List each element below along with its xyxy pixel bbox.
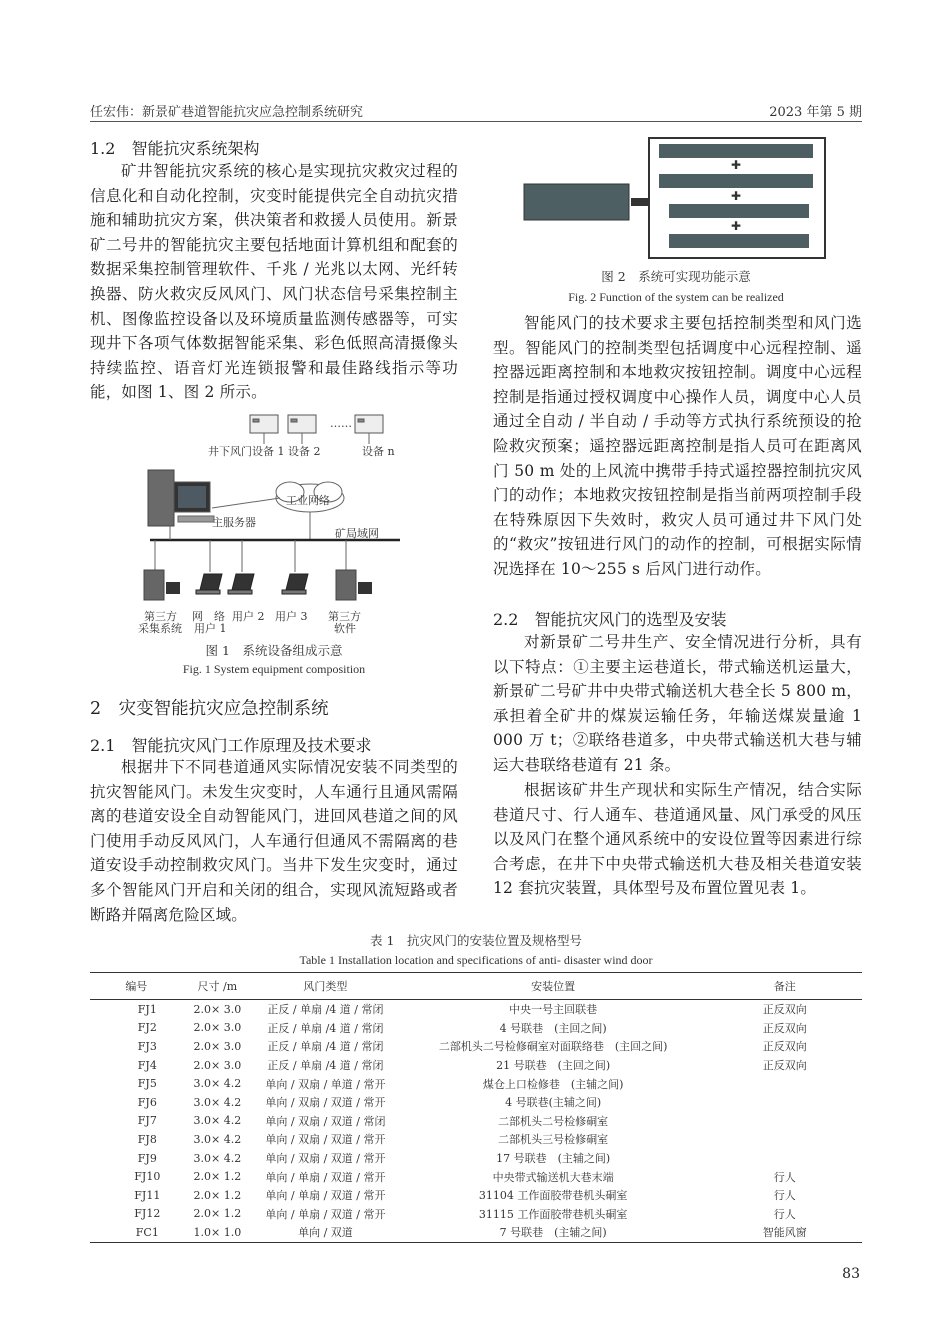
cell-location: 二部机头二号检修硐室: [498, 1114, 609, 1128]
cell-remark: [708, 1074, 862, 1093]
cell-size: 3.0× 4.2: [193, 1151, 242, 1165]
running-header-title: 任宏伟：新景矿巷道智能抗灾应急控制系统研究: [90, 105, 364, 120]
cell-remark: 行人: [773, 1189, 796, 1203]
cell-remark: [708, 1149, 862, 1168]
cell-id: FJ6: [137, 1095, 157, 1109]
table-row: [90, 1056, 862, 1075]
cell-location: 中央一号主回联巷: [509, 1003, 598, 1017]
table-row: [90, 1149, 862, 1168]
cell-size: 2.0× 1.2: [193, 1207, 242, 1221]
table-row: [90, 1223, 862, 1242]
footer-spacer: [90, 1262, 862, 1263]
label-dots: ……: [330, 417, 352, 430]
cell-location: 21 号联巷 (主回之间): [496, 1059, 611, 1073]
table-row: [90, 1205, 862, 1224]
cell-size: 2.0× 1.2: [193, 1170, 242, 1184]
label-main-server: 主服务器: [212, 516, 256, 529]
cell-type: 单向 / 单扇 / 双道 / 常开: [265, 1207, 386, 1221]
figure-2-diagram: [519, 134, 831, 262]
main-server-icon: [148, 470, 214, 526]
cell-remark: [708, 1093, 862, 1112]
section-1-2-heading: 1.2 智能抗灾系统架构: [90, 139, 260, 158]
label-mine-lan: 矿局域网: [335, 527, 379, 540]
label-third-party-acq-1: 第三方: [144, 610, 177, 623]
laptop-icon: [196, 574, 308, 594]
table-row: [90, 1037, 862, 1056]
cell-location: 4 号联巷(主辅之间): [505, 1096, 602, 1110]
cell-type: 正反 / 单扇 /4 道 / 常闭: [267, 1003, 384, 1017]
col-header-id: 编号: [90, 973, 183, 1000]
cell-size: 2.0× 3.0: [193, 1039, 242, 1053]
section-2-2-heading: 2.2 智能抗灾风门的选型及安装: [493, 610, 727, 629]
table-row: [90, 1186, 862, 1205]
plus-icon: ✚: [730, 189, 742, 203]
cell-type: 单向 / 双扇 / 双道 / 常开: [265, 1152, 386, 1166]
cell-type: 单向 / 单扇 / 双道 / 常开: [265, 1170, 386, 1184]
cell-location: 二部机头二号检修硐室对面联络巷 (主回之间): [438, 1040, 668, 1054]
figure-1: [130, 412, 430, 638]
cell-size: 3.0× 4.2: [193, 1077, 242, 1091]
paragraph-installation: 根据该矿井生产现状和实际生产情况，结合实际巷道尺寸、行人通车、巷道通风量、风门承受的风压以及风门在整个通风系统中的安设位置等因素进行综合考虑，在井下中央带式输送机大巷及相关巷道安装 12 套抗灾装置，具体型号及布置位置见表 1。: [493, 781, 862, 898]
cell-location: 中央带式输送机大巷末端: [492, 1170, 614, 1184]
cell-size: 1.0× 1.0: [183, 1223, 252, 1242]
header-rule: [90, 121, 862, 122]
paragraph-technical-requirements: 智能风门的技术要求主要包括控制类型和风门选型。智能风门的控制类型包括调度中心远程控制、遥控器远距离控制和本地救灾按钮控制。调度中心远程控制是指通过授权调度中心操作人员，调度中心人员通过全自动 / 半自动 / 手动等方式执行系统预设的抢险救灾预案；遥控器远距离控制是指人员可在距离风门 50 m 处的上风流中携带手持式遥控器控制抗灾风门的动作；本地救灾按钮控制是指当前两项控制手段在特殊原因下失效时，救灾人员可通过井下风门处的“救灾”按钮进行风门的动作的控制，可根据实际情况选择在 10～255 s 后风门进行动作。: [493, 314, 862, 578]
cell-id: FC1: [90, 1223, 183, 1242]
label-industrial-network: 工业网络: [286, 494, 330, 507]
table-row: [90, 1167, 862, 1186]
cell-id: FJ7: [137, 1114, 157, 1128]
cell-remark: 正反双向: [762, 1059, 807, 1073]
cell-location: 煤仓上口检修巷 (主辅之间): [482, 1077, 624, 1091]
figure-1-caption-en: Fig. 1 System equipment composition: [182, 662, 366, 676]
cell-size: 3.0× 4.2: [193, 1114, 242, 1128]
figure-2-caption-en: Fig. 2 Function of the system can be realized: [568, 290, 784, 304]
table-1-caption-en: Table 1 Installation location and specifications of anti- disaster wind door: [299, 953, 653, 967]
cell-location: 4 号联巷 (主回之间): [499, 1021, 607, 1035]
label-device-n: 设备 n: [362, 445, 395, 458]
label-net-user-1b: 用户 1: [194, 622, 227, 635]
cell-id: FJ5: [137, 1077, 157, 1091]
third-party-acquisition-pc-icon: [144, 570, 180, 600]
third-party-software-pc-icon: [336, 570, 372, 600]
label-user-3: 用户 3: [275, 610, 308, 623]
cell-id: FJ9: [137, 1151, 157, 1165]
page-number: 83: [842, 1266, 860, 1282]
cell-size: 2.0× 3.0: [193, 1021, 242, 1035]
wind-door-device-icon: [250, 415, 383, 433]
cell-remark: 正反双向: [762, 1021, 807, 1035]
table-row: [90, 1112, 862, 1131]
figure-2-caption-cn: 图 2 系统可实现功能示意: [601, 269, 751, 284]
cell-type: 正反 / 单扇 /4 道 / 常闭: [267, 1021, 384, 1035]
cell-location: 31115 工作面胶带巷机头硐室: [478, 1207, 628, 1221]
cell-location: 二部机头三号检修硐室: [498, 1133, 609, 1147]
label-devices: 井下风门设备 1 设备 2: [208, 445, 321, 458]
section-2-heading: 2 灾变智能抗灾应急控制系统: [90, 699, 329, 719]
col-header-remark: 备注: [708, 973, 862, 1000]
cell-remark: 行人: [773, 1170, 796, 1184]
cell-remark: [708, 1130, 862, 1149]
table-row: [90, 1074, 862, 1093]
plus-icon: ✚: [730, 158, 742, 172]
cell-remark: 行人: [773, 1207, 796, 1221]
col-header-size: 尺寸 /m: [183, 973, 252, 1000]
cell-id: FJ4: [137, 1058, 157, 1072]
cell-size: 3.0× 4.2: [193, 1095, 242, 1109]
label-third-party-sw-2: 软件: [334, 622, 356, 635]
cell-size: 2.0× 1.2: [193, 1188, 242, 1202]
cell-remark: 正反双向: [762, 1003, 807, 1017]
table-row: [90, 1000, 862, 1019]
table-1-caption-cn: 表 1 抗灾风门的安装位置及规格型号: [370, 933, 582, 948]
cell-location: 7 号联巷 (主辅之间): [399, 1223, 708, 1242]
cell-remark: [708, 1112, 862, 1131]
figure-2: [519, 134, 831, 262]
cell-size: 2.0× 3.0: [193, 1002, 242, 1016]
paragraph-door-principle: 根据井下不同巷道通风实际情况安装不同类型的抗灾智能风门。未发生灾变时，人车通行且通风需隔离的巷道安设全自动智能风门，进回风巷道之间的风门使用手动反风风门，人车通行但通风不需隔离的巷道安设手动控制救灾风门。当井下发生灾变时，通过多个智能风门开启和关闭的组合，实现风流短路或者断路并隔离危险区域。: [90, 758, 458, 924]
label-third-party-sw-1: 第三方: [328, 610, 361, 623]
col-header-type: 风门类型: [252, 973, 399, 1000]
cell-id: FJ11: [134, 1188, 161, 1202]
label-user-2: 用户 2: [232, 610, 265, 623]
cell-type: 正反 / 单扇 /4 道 / 常闭: [267, 1059, 384, 1073]
cell-id: FJ3: [137, 1039, 157, 1053]
table-1: [90, 972, 862, 1243]
table-row: [90, 1130, 862, 1149]
cell-id: FJ10: [134, 1170, 161, 1184]
cell-type: 单向 / 双扇 / 双道 / 常开: [265, 1133, 386, 1147]
figure-1-caption-cn: 图 1 系统设备组成示意: [205, 643, 343, 658]
cell-type: 单向 / 双扇 / 双道 / 常开: [265, 1096, 386, 1110]
paragraph-mine-characteristics: 对新景矿二号井生产、安全情况进行分析，具有以下特点：①主要主运巷道长，带式输送机运量大，新景矿二号矿井中央带式输送机大巷全长 5 800 m，承担着全矿井的煤炭运输任务，年输送煤炭量逾 1 000 万 t；②联络巷道多，中央带式输送机大巷与辅运大巷联络巷道有 21 条。: [493, 633, 862, 774]
table-header-row: [90, 973, 862, 1000]
cell-remark: 智能风窗: [708, 1223, 862, 1242]
cell-id: FJ12: [134, 1207, 161, 1221]
table-row: [90, 1093, 862, 1112]
label-net-user-1a: 网 络: [192, 610, 225, 623]
running-header-issue: 2023 年第 5 期: [769, 105, 862, 120]
cell-type: 单向 / 双扇 / 双道 / 常闭: [265, 1114, 386, 1128]
plus-icon: ✚: [730, 219, 742, 233]
cell-size: 3.0× 4.2: [193, 1132, 242, 1146]
cell-location: 17 号联巷 (主辅之间): [496, 1152, 611, 1166]
cell-size: 2.0× 3.0: [193, 1058, 242, 1072]
cell-id: FJ1: [137, 1002, 157, 1016]
col-header-location: 安装位置: [399, 973, 708, 1000]
label-third-party-acq-2: 采集系统: [138, 622, 182, 635]
cell-location: 31104 工作面胶带巷机头硐室: [478, 1189, 628, 1203]
section-2-1-heading: 2.1 智能抗灾风门工作原理及技术要求: [90, 736, 372, 755]
cell-id: FJ2: [137, 1021, 157, 1035]
cell-id: FJ8: [137, 1132, 157, 1146]
cell-type: 单向 / 双道: [252, 1223, 399, 1242]
table-row: [90, 1019, 862, 1038]
cell-type: 单向 / 双扇 / 单道 / 常开: [265, 1077, 386, 1091]
cell-type: 正反 / 单扇 /4 道 / 常闭: [267, 1040, 384, 1054]
paragraph-system-architecture: 矿井智能抗灾系统的核心是实现抗灾救灾过程的信息化和自动化控制，灾变时能提供完全自动抗灾措施和辅助抗灾方案，供决策者和救援人员使用。新景矿二号井的智能抗灾主要包括地面计算机组和配套的数据采集控制管理软件、千兆 / 光兆以太网、光纤转换器、防火救灾反风风门、风门状态信号采集控制主机、图像监控设备以及环境质量监测传感器等，可实现井下各项气体数据智能采集、彩色低照高清摄像头持续监控、语音灯光连锁报警和最佳路线指示等功能，如图 1、图 2 所示。: [90, 162, 458, 402]
cell-type: 单向 / 单扇 / 双道 / 常开: [265, 1189, 386, 1203]
cell-remark: 正反双向: [762, 1040, 807, 1054]
